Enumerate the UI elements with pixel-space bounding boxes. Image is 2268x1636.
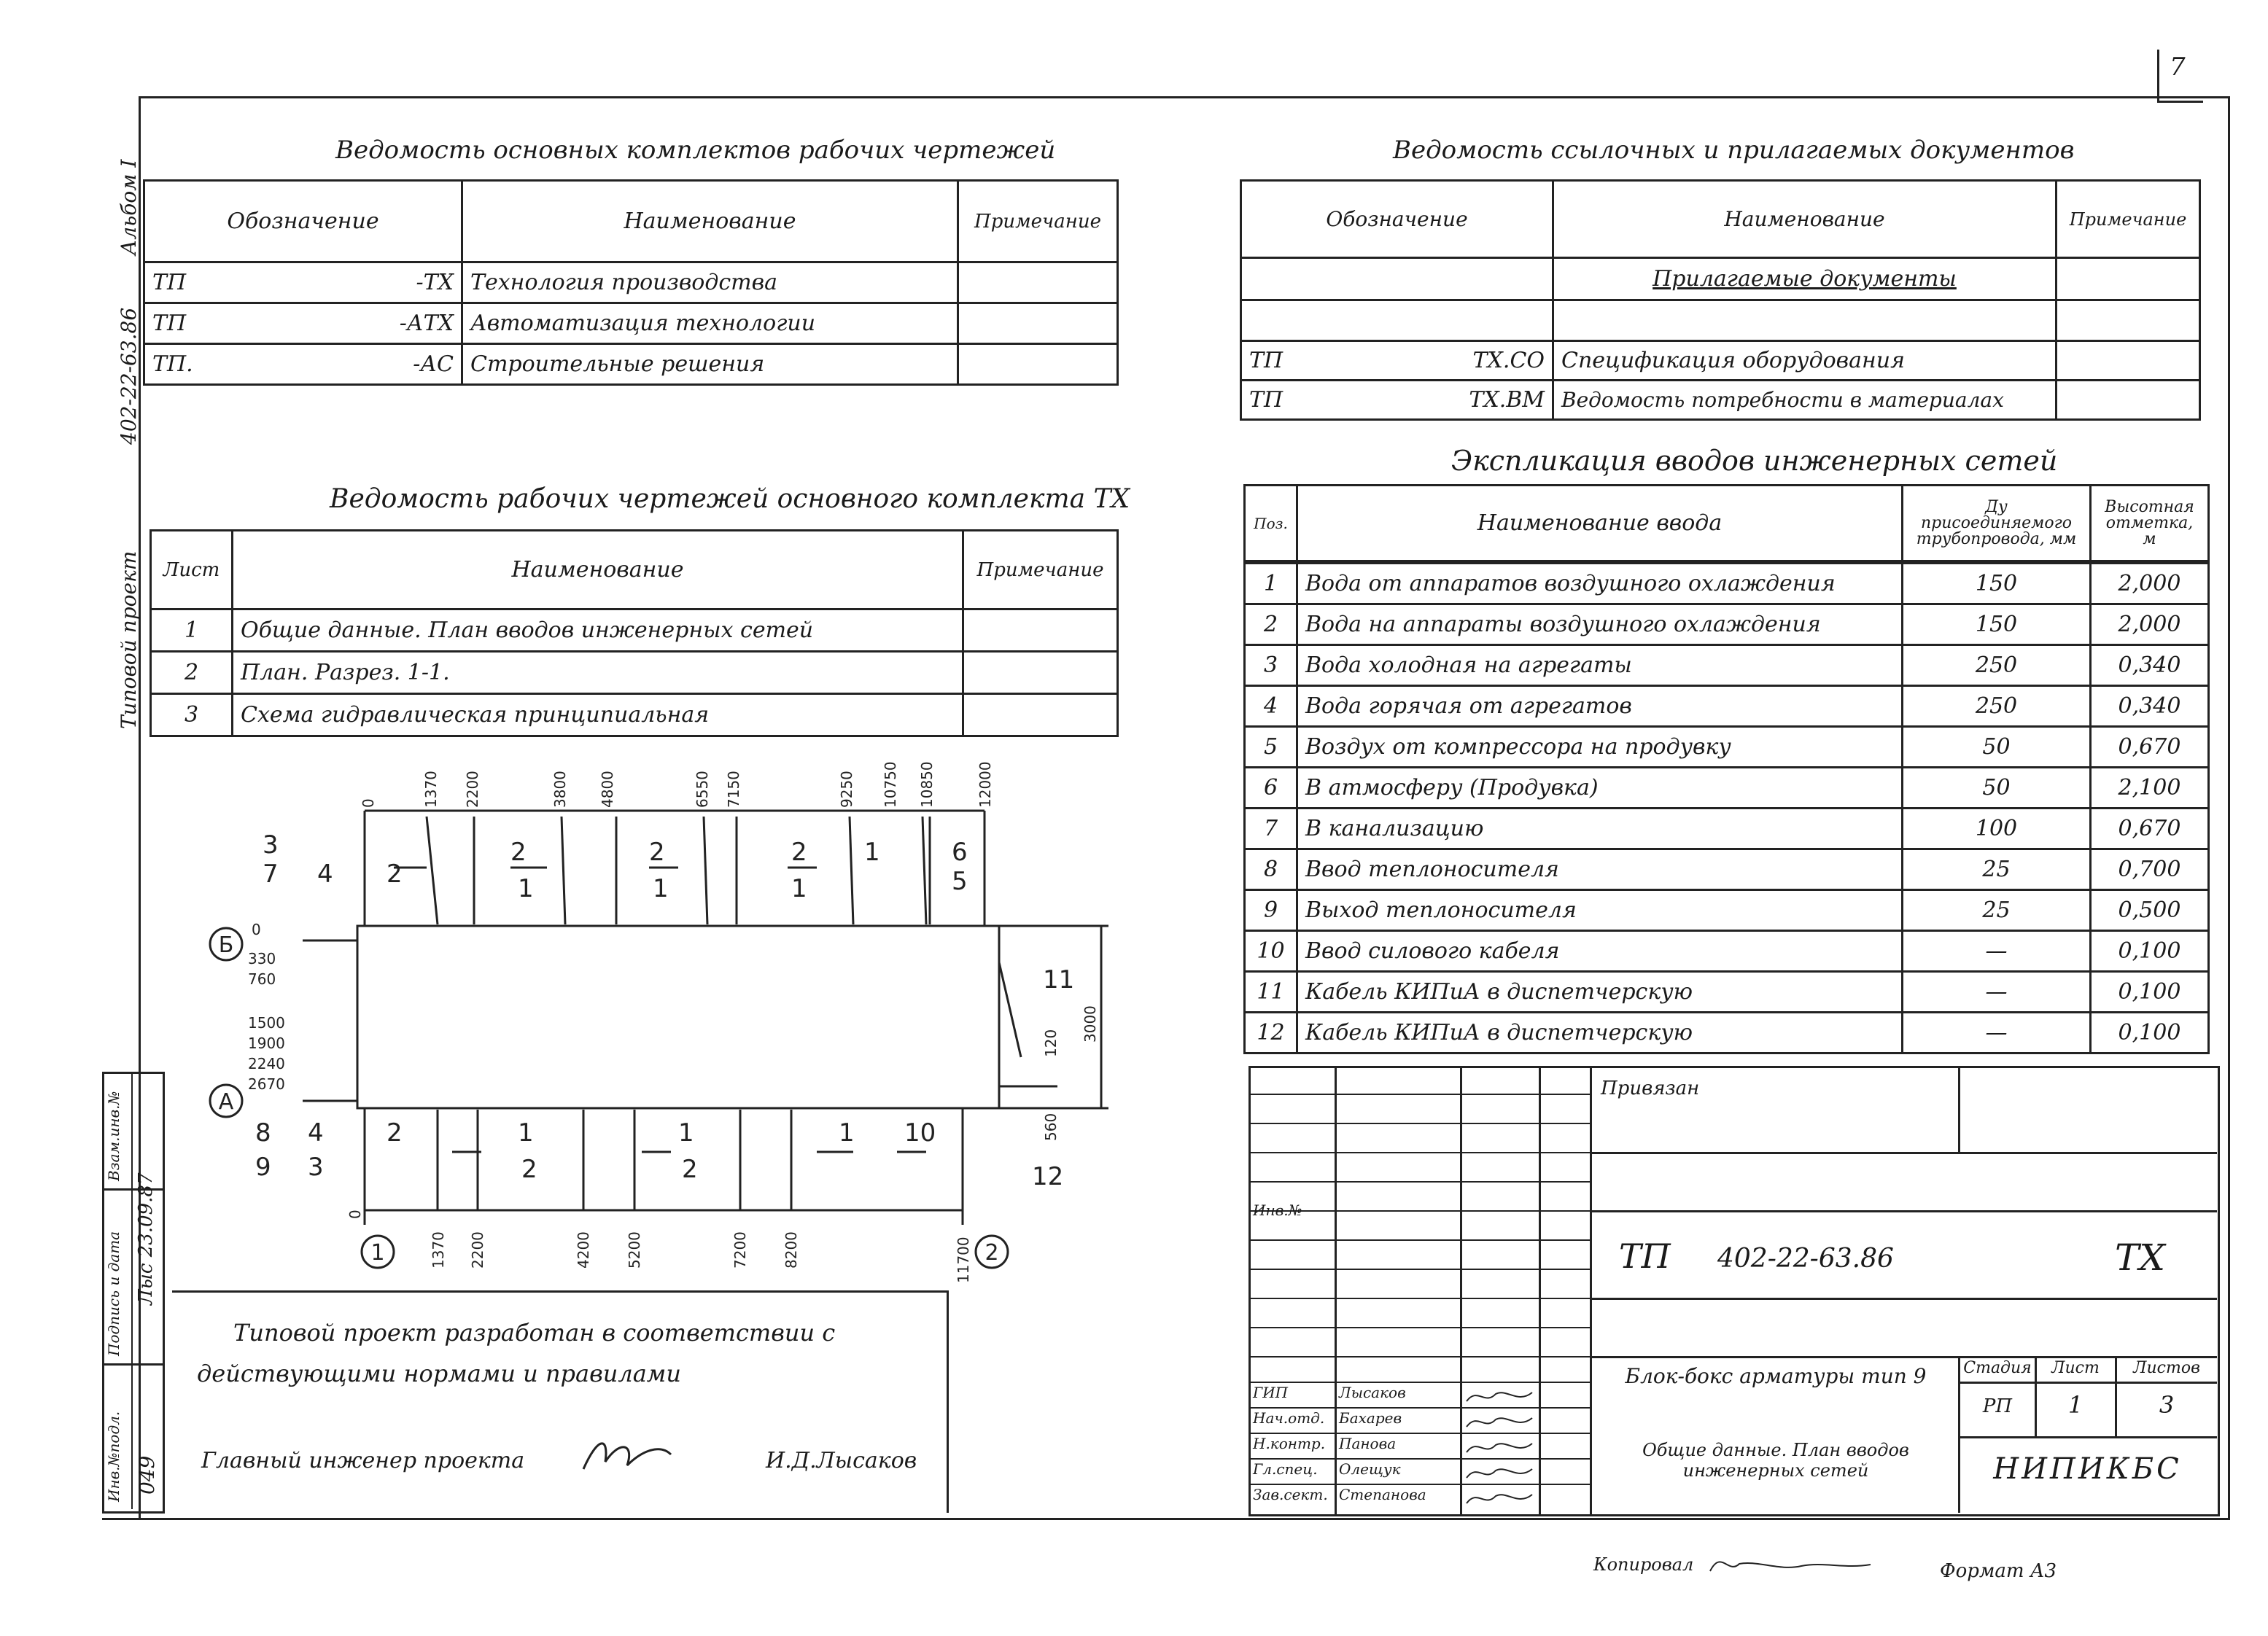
tb-grid-line [1248,1298,1591,1299]
pipe-leader [562,817,565,924]
main-sets-table [143,179,1119,386]
table-row [1245,768,2209,809]
table-row [144,303,1118,344]
name-cell: Ввод силового кабеля [1297,931,1903,972]
tb-grid-line [1248,1152,1591,1153]
note-cell [963,694,1118,736]
left-dim-label: 1900 [248,1035,285,1052]
callout: 3 [308,1153,324,1182]
name-cell: Ведомость потребности в материалах [1553,381,2057,420]
table-row [151,694,1118,736]
bottom-dim-label: 4200 [575,1231,592,1269]
callout: 2 [649,838,665,867]
header-cell: Наименование [462,181,958,262]
chief-signature [576,1429,678,1480]
copier-signature [1706,1546,1874,1582]
callout: 1 [678,1118,694,1148]
bottom-dim-label: 8200 [782,1231,800,1269]
name-cell: Вода на аппараты воздушного охлаждения [1297,604,1903,645]
margin-stamp-label-2: Подпись и дата [105,1231,123,1356]
ref-docs-table [1240,179,2201,421]
du-cell: 25 [1903,890,2091,931]
axis-1-label: 1 [370,1240,385,1266]
staff-signature [1463,1411,1536,1433]
callout: 4 [308,1118,324,1148]
table-row [1245,604,2209,645]
sheet-cell: 1 [151,609,233,652]
staff-name: Олещук [1339,1460,1401,1478]
table-row [1245,931,2209,972]
callout: 2 [791,838,807,867]
stage-label: Стадия [1963,1359,2032,1377]
elev-cell: 0,700 [2091,849,2209,890]
tb-hline [1958,1436,2217,1438]
elev-cell: 0,340 [2091,686,2209,727]
frame-bottom-line [102,1518,2228,1520]
note-cell [958,344,1118,385]
chief-engineer-label: Главный инженер проекта [201,1448,525,1473]
margin-stamp-divider [131,1072,133,1509]
staff-name: Бахарев [1339,1409,1402,1427]
elev-cell: 0,340 [2091,645,2209,686]
elev-cell: 0,100 [2091,931,2209,972]
pos-cell: 8 [1245,849,1297,890]
object-name: Блок-бокс арматуры тип 9 [1625,1364,1927,1388]
organization: НИПИКБС [1993,1452,2182,1486]
note-cell [2057,341,2200,381]
staff-role: ГИП [1253,1384,1289,1401]
tb-vline [1539,1066,1541,1514]
elev-cell: 0,670 [2091,727,2209,768]
margin-inv-number: 049 [135,1455,159,1495]
name-cell: Спецификация оборудования [1553,341,2057,381]
staff-name: Степанова [1339,1486,1426,1503]
left-dim-label: 330 [248,950,276,967]
right-dim-label: 3000 [1081,1005,1099,1043]
tb-grid-line [1248,1356,1591,1358]
elev-cell: 2,000 [2091,564,2209,604]
header-cell: Примечание [963,531,1118,609]
top-dim-label: 0 [360,798,377,808]
header-cell: Примечание [2057,181,2200,258]
left-dim-label: 1500 [248,1014,285,1032]
name-cell: Вода от аппаратов воздушного охлаждения [1297,564,1903,604]
suffix-cell: -АТХ [399,311,454,336]
doc-number: 402-22-63.86 [1717,1244,1894,1274]
du-cell: 50 [1903,768,2091,809]
staff-name: Лысаков [1339,1384,1406,1401]
table-row [1245,809,2209,849]
callout: 8 [255,1118,271,1148]
name-cell: План. Разрез. 1-1. [233,652,963,694]
pipe-leader [704,817,707,924]
top-dim-label: 2200 [464,771,481,808]
top-dim-label: 6550 [694,771,711,808]
callout: 7 [263,860,279,889]
pipe-leader [427,817,438,924]
tb-vline [1335,1066,1337,1514]
du-cell: — [1903,931,2091,972]
tb-grid-line [1248,1094,1591,1095]
table-row [151,609,1118,652]
name-cell: Кабель КИПиА в диспетчерскую [1297,1013,1903,1053]
pipe-leader [999,962,1021,1057]
left-dim-label: 2240 [248,1055,285,1072]
tb-vline [1958,1066,1960,1152]
tb-hline [1590,1152,2217,1154]
stage-value: РП [1982,1395,2013,1417]
header-cell: Ду присоединяемого трубопровода, мм [1903,486,2091,561]
table-row [151,652,1118,694]
block-outline [357,926,999,1108]
tb-vline [1460,1066,1462,1514]
sheet-cell: 3 [151,694,233,736]
note-cell [958,303,1118,344]
top-dim-label: 3800 [551,771,569,808]
main-sets-title: Ведомость основных комплектов рабочих чертежей [335,136,1056,165]
header-cell: Обозначение [144,181,462,262]
callout: 2 [521,1155,537,1184]
tb-hline [1958,1382,2217,1384]
note-cell [963,652,1118,694]
pos-cell: 10 [1245,931,1297,972]
top-dim-label: 7150 [725,771,742,808]
du-cell: 250 [1903,645,2091,686]
plan-drawing [139,744,1138,1298]
name-cell: Кабель КИПиА в диспетчерскую [1297,972,1903,1013]
du-cell: 25 [1903,849,2091,890]
name-cell: Выход теплоносителя [1297,890,1903,931]
elev-cell: 0,100 [2091,972,2209,1013]
left-dim-label: 0 [252,921,261,938]
tb-grid-line [1248,1433,1591,1434]
header-cell: Лист [151,531,233,609]
top-dim-label: 10750 [882,761,899,808]
staff-role: Н.контр. [1253,1435,1326,1452]
axis-2-label: 2 [985,1240,999,1266]
du-cell: — [1903,972,2091,1013]
tb-grid-line [1248,1458,1591,1460]
margin-stamp-label-3: Инв.№подл. [105,1411,123,1502]
explication-rows [1243,562,2210,1054]
staff-name: Панова [1339,1435,1397,1452]
sheet-value: 1 [2067,1391,2083,1419]
tb-hline [1590,1298,2217,1300]
du-cell: 150 [1903,604,2091,645]
tb-grid-line [1248,1181,1591,1183]
suffix-cell: -ТХ [416,270,454,295]
table-row [1245,645,2209,686]
pos-cell: 9 [1245,890,1297,931]
name-cell: Вода холодная на агрегаты [1297,645,1903,686]
margin-project-type: Типовой проект [117,550,141,729]
header-cell: Наименование [233,531,963,609]
name-cell: Строительные решения [462,344,958,385]
pos-cell: 2 [1245,604,1297,645]
pipe-leader [850,817,853,924]
margin-stamp-label-1: Взам.инв.№ [105,1091,123,1181]
name-cell: Ввод теплоносителя [1297,849,1903,890]
callout: 1 [839,1118,855,1148]
callout: 9 [255,1153,271,1182]
table-row [144,344,1118,385]
table-row [1241,341,2200,381]
staff-role: Нач.отд. [1253,1409,1325,1427]
callout: 3 [263,830,279,860]
staff-signature [1463,1487,1536,1509]
suffix-cell: ТХ.ВМ [1469,387,1545,413]
tb-grid-line [1248,1239,1591,1241]
callout: 1 [653,874,669,903]
callout: 1 [518,874,534,903]
pos-cell: 7 [1245,809,1297,849]
pos-cell: 6 [1245,768,1297,809]
table-row [1245,1013,2209,1053]
callout: 11 [1043,965,1075,994]
margin-project-code: 402-22-63.86 [117,307,141,445]
table-row [1245,564,2209,604]
section-label: Прилагаемые документы [1553,258,2057,300]
table-row [1241,381,2200,420]
code-cell: ТП [1249,387,1283,413]
format-label: Формат А3 [1940,1560,2057,1582]
name-cell: Воздух от компрессора на продувку [1297,727,1903,768]
name-cell: Вода горячая от агрегатов [1297,686,1903,727]
tb-vline [1958,1356,1960,1513]
callout: 2 [387,860,403,889]
top-dim-label: 1370 [422,771,440,808]
note-cell [958,262,1118,303]
suffix-cell: -АС [413,351,454,377]
callout: 1 [791,874,807,903]
table-row [1245,686,2209,727]
header-cell: Примечание [958,181,1118,262]
tx-sheets-table [149,529,1119,737]
code-cell: ТП. [152,351,193,377]
callout: 2 [682,1155,698,1184]
tb-grid-line [1248,1407,1591,1409]
right-dim-label: 560 [1042,1113,1060,1141]
left-dim-label: 2670 [248,1075,285,1093]
sheets-label: Листов [2133,1359,2200,1377]
sheet-label: Лист [2051,1359,2100,1377]
doc-code: ТП [1619,1236,1671,1276]
staff-signature [1463,1385,1536,1407]
bottom-dim-label: 1370 [430,1231,447,1269]
axis-a-label: А [218,1089,234,1115]
suffix-cell: ТХ.СО [1472,348,1545,373]
staff-signature [1463,1462,1536,1484]
callout: 1 [864,838,880,867]
tx-sheets-title: Ведомость рабочих чертежей основного комплекта ТХ [330,484,1130,514]
bottom-dim-label: 0 [346,1210,364,1219]
page-number: 7 [2170,52,2186,82]
bottom-dim-label: 2200 [469,1231,486,1269]
tb-grid-line [1248,1327,1591,1328]
explication-title: Экспликация вводов инженерных сетей [1451,445,2058,477]
copied-label: Копировал [1593,1554,1694,1575]
top-dim-label: 4800 [599,771,616,808]
header-cell: Поз. [1245,486,1297,561]
code-cell: ТП [152,311,187,336]
pos-cell: 11 [1245,972,1297,1013]
tb-grid-line [1248,1123,1591,1124]
tb-grid-line [1248,1382,1591,1383]
table-row [1245,972,2209,1013]
callout: 1 [518,1118,534,1148]
explication-table [1243,484,2210,562]
axis-b-label: Б [218,932,234,958]
doc-mark: ТХ [2115,1236,2165,1279]
margin-sign-date: Лыс 23.09.87 [135,1172,157,1305]
note-text: Типовой проект разработан в соответствии с действующими нормами и правилами [197,1319,836,1387]
sheet-cell: 2 [151,652,233,694]
header-cell: Наименование [1553,181,2057,258]
left-dim-label: 760 [248,970,276,988]
callout: 12 [1032,1162,1064,1191]
tb-hline [1590,1210,2217,1212]
bottom-dim-label: 5200 [626,1231,643,1269]
tb-vline [2035,1356,2037,1436]
note-cell [963,609,1118,652]
elev-cell: 0,670 [2091,809,2209,849]
elev-cell: 0,500 [2091,890,2209,931]
table-row [1245,727,2209,768]
table-row [1245,849,2209,890]
table-row [1245,890,2209,931]
du-cell: 250 [1903,686,2091,727]
name-cell: Технология производства [462,262,958,303]
tb-grid-line [1248,1269,1591,1270]
elev-cell: 2,000 [2091,604,2209,645]
bottom-dim-label: 11700 [955,1236,972,1283]
staff-role: Зав.сект. [1253,1486,1328,1503]
callout: 2 [510,838,527,867]
elev-cell: 0,100 [2091,1013,2209,1053]
album-label: Альбом I [117,159,141,255]
callout: 5 [952,867,968,896]
callout: 4 [317,860,333,889]
inv-label: Инв.№ [1253,1201,1302,1219]
staff-signature [1463,1436,1536,1458]
code-cell: ТП [152,270,187,295]
header-cell: Высотная отметка, м [2091,486,2209,561]
chief-engineer-name: И.Д.Лысаков [766,1448,917,1473]
staff-role: Гл.спец. [1253,1460,1318,1478]
pos-cell: 12 [1245,1013,1297,1053]
elev-cell: 2,100 [2091,768,2209,809]
tb-grid-line [1248,1484,1591,1485]
name-cell: Общие данные. План вводов инженерных сетей [233,609,963,652]
top-dim-label: 9250 [838,771,855,808]
name-cell: Автоматизация технологии [462,303,958,344]
callout: 2 [387,1118,403,1148]
note-cell [2057,381,2200,420]
sheet-name: Общие данные. План вводов инженерных сетей [1642,1440,1909,1481]
right-dim-label: 120 [1042,1029,1060,1057]
tb-vline [2115,1356,2117,1436]
margin-stamp-rule [102,1363,163,1366]
pos-cell: 3 [1245,645,1297,686]
tb-vline [1590,1066,1592,1514]
ref-docs-title: Ведомость ссылочных и прилагаемых документов [1393,136,2075,165]
bottom-dim-label: 7200 [731,1231,749,1269]
pos-cell: 5 [1245,727,1297,768]
linked-label: Привязан [1601,1078,1700,1099]
top-dim-label: 12000 [976,761,994,808]
table-row [144,262,1118,303]
tb-hline [1590,1356,2217,1358]
callout: 6 [952,838,968,867]
pos-cell: 1 [1245,564,1297,604]
du-cell: 50 [1903,727,2091,768]
du-cell: 150 [1903,564,2091,604]
du-cell: 100 [1903,809,2091,849]
top-dim-label: 10850 [918,761,936,808]
name-cell: Схема гидравлическая принципиальная [233,694,963,736]
name-cell: В атмосферу (Продувка) [1297,768,1903,809]
name-cell: В канализацию [1297,809,1903,849]
code-cell: ТП [1249,348,1283,373]
header-cell: Наименование ввода [1297,486,1903,561]
header-cell: Обозначение [1241,181,1553,258]
du-cell: — [1903,1013,2091,1053]
pipe-leader [923,817,926,924]
callout: 10 [904,1118,936,1148]
pos-cell: 4 [1245,686,1297,727]
sheets-value: 3 [2159,1391,2175,1419]
